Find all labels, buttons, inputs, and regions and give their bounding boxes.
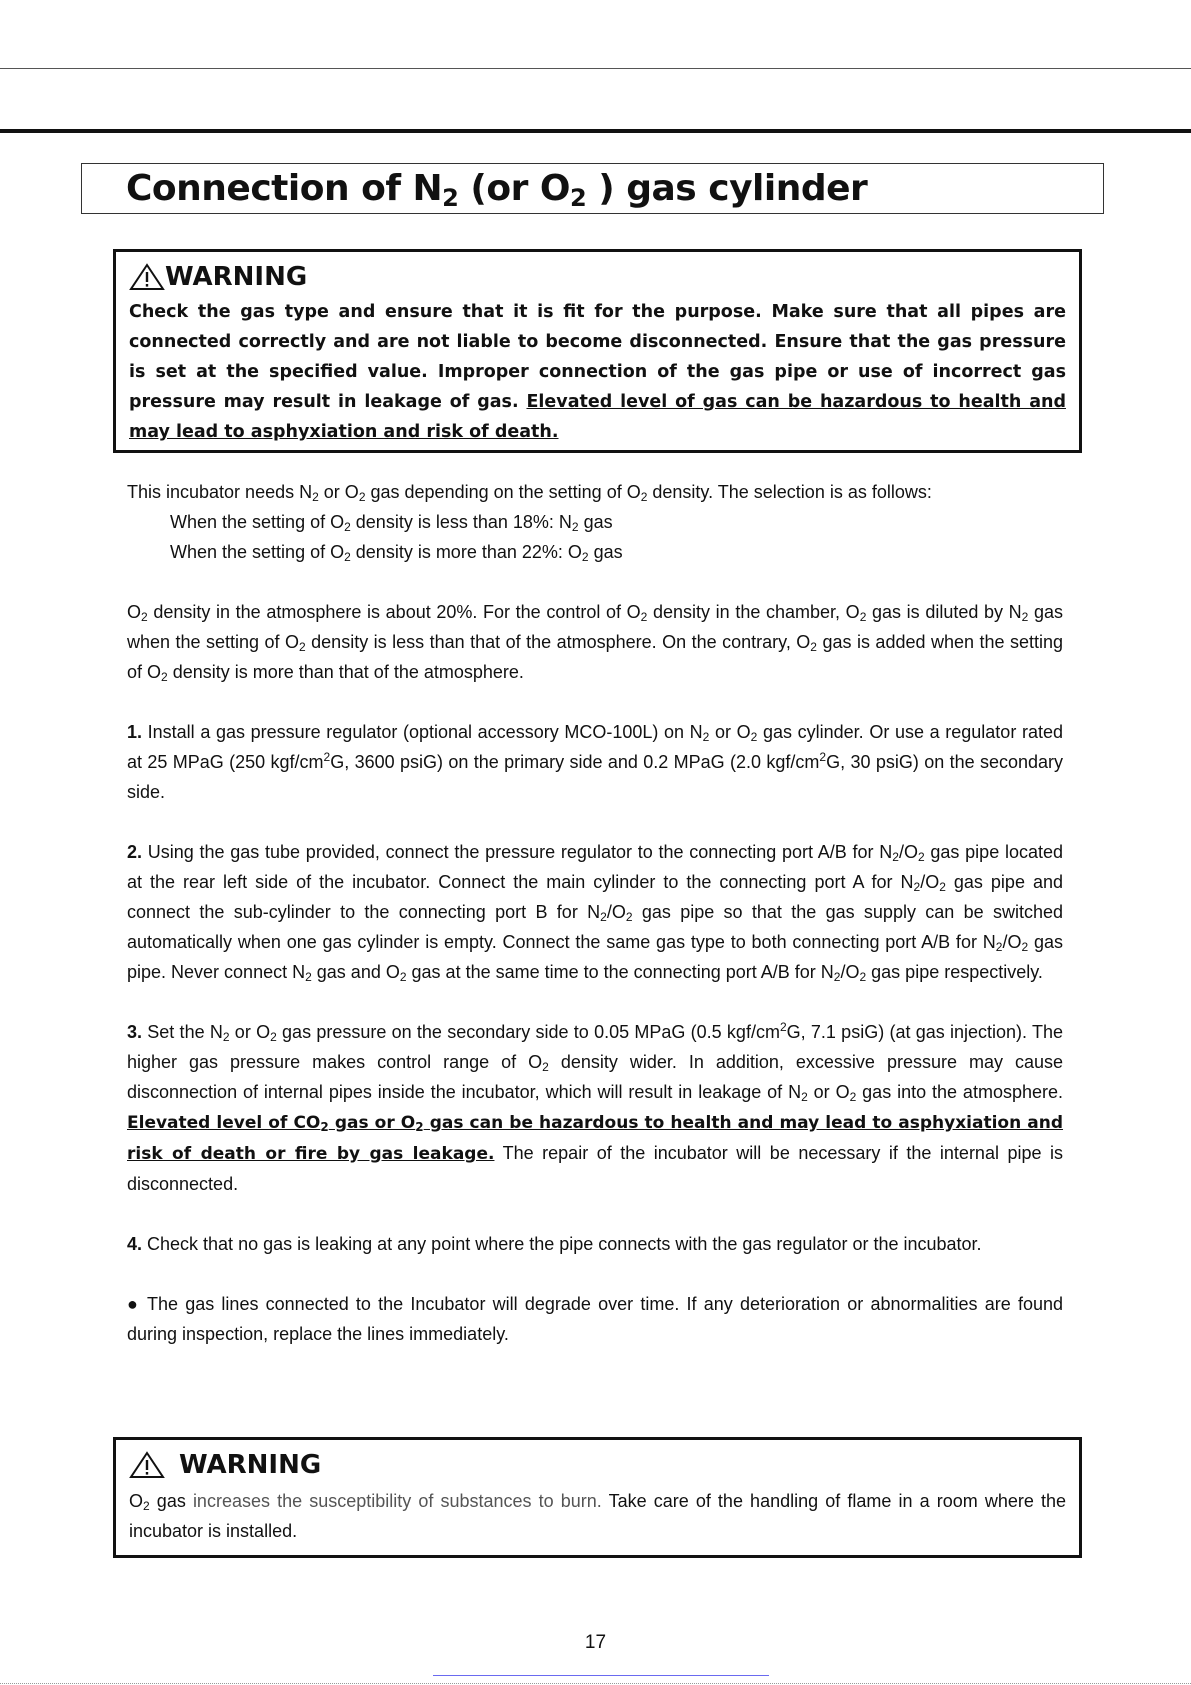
warning-box-top: [113, 249, 1082, 453]
body-content: [127, 477, 1063, 1349]
warning-heading: [129, 1450, 321, 1480]
bullet-icon: ●: [127, 1294, 141, 1314]
header-rule-thin: [0, 68, 1191, 69]
maintenance-note: ● The gas lines connected to the Incubator will degrade over time. If any deterioration or abnormalities are found during inspection, replace the lines immediately.: [127, 1294, 1064, 1344]
selection-n2: When the setting of $O_2$ density is less than 18%: $N_2$ gas: [170, 512, 613, 534]
step-4: 4. Check that no gas is leaking at any point where the pipe connects with the gas regulator or the incubator.: [127, 1234, 982, 1254]
warning-underlined-text: Elevated level of gas can be hazardous to health and may lead to asphyxiation and risk of death.: [129, 392, 1066, 442]
footer-link-line: [433, 1675, 769, 1676]
page-number: 17: [584, 1632, 607, 1653]
warning-triangle-icon: [129, 263, 165, 291]
warning-box-bottom: [113, 1437, 1082, 1558]
step-3-hazard-warning: Elevated level of $CO_2$ gas or $O_2$ gas can be hazardous to health and may lead to asphyxiation and risk of death or fire by gas leakage.: [127, 1113, 1064, 1164]
header-rule-thick: [0, 129, 1191, 133]
warning-label: WARNING: [165, 262, 308, 292]
warning-text: Check the gas type and ensure that it is fit for the purpose. Make sure that all pipes are connected correctly and are not liable to become disconnected. Ensure that the gas pressure is set at the specified value. Improper connection of the gas pipe or use of incorrect gas pressure may result in leakage of gas. Elevated level of gas can be hazardous to health and may lead to asphyxiation and risk of death.: [129, 302, 1066, 442]
selection-o2: When the setting of $O_2$ density is more than 22%: $O_2$ gas: [170, 542, 623, 564]
step-1: 1. Install a gas pressure regulator (optional accessory MCO-100L) on $N_2$ or $O_2$ gas cylinder. Or use a regulator rated at 25 MPaG (250 kgf/$cm^2G$, 3600 psiG) on the primary side and 0.2 MPaG (2.0 kgf/$cm^2G$, 30 psiG) on the secondary side.: [127, 722, 1063, 802]
footer-dotted-rule: [0, 1683, 1191, 1684]
warning-heading: [129, 262, 307, 292]
step-3: 3. Set the $N_2$ or $O_2$ gas pressure on the secondary side to 0.05 MPaG (0.5 kgf/$cm^2G$, 7.1 psiG) (at gas injection). The higher gas pressure makes control range of $O_2$ density wider. In addition, excessive pressure may cause disconnection of internal pipes inside the incubator, which will result in leakage of $N_2$ or $O_2$ gas into the atmosphere. Elevated level of $CO_2$ gas or $O_2$ gas can be hazardous to health and may lead to asphyxiation and risk of death or fire by gas leakage. The repair of the incubator will be necessary if the internal pipe is disconnected.: [127, 1020, 1064, 1194]
warning-triangle-icon: [129, 1451, 165, 1479]
title-box: [81, 163, 1104, 214]
atmosphere-paragraph: $O_2$ density in the atmosphere is about 20%. For the control of $O_2$ density in the chamber, $O_2$ gas is diluted by $N_2$ gas when the setting of $O_2$ density is less than that of the atmosphere. On the contrary, $O_2$ gas is added when the setting of $O_2$ density is more than that of the atmosphere.: [127, 602, 1064, 684]
page-title: Connection of $N_2$ (or $O_2$ ) gas cylinder: [126, 168, 868, 212]
warning-text: $O_2$ gas increases the susceptibility of substances to burn. Take care of the handling of flame in a room where the incubator is installed.: [129, 1491, 1066, 1541]
step-2: 2. Using the gas tube provided, connect the pressure regulator to the connecting port A/B for $N_2/O_2$ gas pipe located at the rear left side of the incubator. Connect the main cylinder to the connecting port A for $N_2/O_2$ gas pipe and connect the sub-cylinder to the connecting port B for $N_2/O_2$ gas pipe so that the gas supply can be switched automatically when one gas cylinder is empty. Connect the same gas type to both connecting port A/B for $N_2/O_2$ gas pipe. Never connect $N_2$ gas and $O_2$ gas at the same time to the connecting port A/B for $N_2/O_2$ gas pipe respectively.: [127, 842, 1063, 984]
intro-line: This incubator needs $N_2$ or $O_2$ gas depending on the setting of $O_2$ density. The selection is as follows:: [127, 482, 932, 504]
warning-label: WARNING: [179, 1450, 322, 1480]
